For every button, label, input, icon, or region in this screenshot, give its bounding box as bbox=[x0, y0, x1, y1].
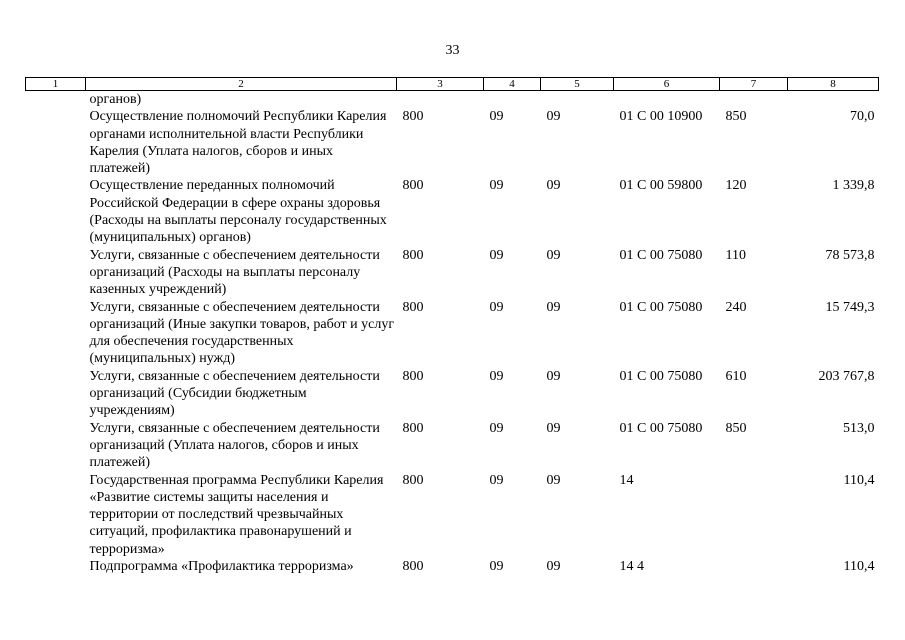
row-code-rz-cell: 09 bbox=[489, 247, 504, 263]
row-code-csr-cell: 01 С 00 75080 bbox=[619, 420, 703, 436]
row-code-csr-cell: 01 С 00 10900 bbox=[619, 109, 703, 125]
table-row bbox=[26, 108, 879, 177]
row-code-vr-cell: 120 bbox=[725, 178, 747, 194]
row-name-cell: Государственная программа Республики Карелия «Развитие системы защиты населения и территории от последствий чрезвычайных ситуаций, профилактика правонарушений и терроризма» bbox=[89, 472, 384, 557]
row-code-pr-cell: 09 bbox=[546, 299, 561, 315]
table-row bbox=[26, 558, 879, 575]
row-code-vr-cell: 610 bbox=[725, 368, 747, 384]
row-number-cell bbox=[26, 91, 86, 109]
row-number-cell bbox=[26, 108, 86, 177]
row-amount-cell: 15 749,3 bbox=[825, 299, 875, 315]
row-number-cell bbox=[26, 247, 86, 299]
table-row bbox=[26, 177, 879, 246]
row-code-rz-cell: 09 bbox=[489, 420, 504, 436]
row-code-pr-cell bbox=[541, 91, 614, 109]
table-row bbox=[26, 368, 879, 420]
row-number-cell bbox=[26, 472, 86, 558]
column-header-2: 2 bbox=[86, 78, 397, 91]
row-name-cell: Осуществление переданных полномочий Российской Федерации в сфере охраны здоровья (Расходы на выплаты персоналу государственных (муниципальных) органов) bbox=[89, 178, 387, 246]
row-code-gr-cell: 800 bbox=[402, 368, 424, 384]
row-code-gr-cell: 800 bbox=[402, 178, 424, 194]
row-code-csr-cell: 01 С 00 75080 bbox=[619, 247, 703, 263]
row-code-vr-cell: 850 bbox=[725, 109, 747, 125]
row-code-rz-cell: 09 bbox=[489, 178, 504, 194]
header-row bbox=[26, 78, 879, 91]
table-row bbox=[26, 299, 879, 368]
row-code-pr-cell: 09 bbox=[546, 109, 561, 125]
row-name-cell: Услуги, связанные с обеспечением деятельности организаций (Иные закупки товаров, работ и услуг для обеспечения государственных (муниципальных) нужд) bbox=[89, 299, 395, 367]
row-code-vr-cell: 110 bbox=[725, 247, 746, 263]
column-header-6: 6 bbox=[614, 78, 720, 91]
row-code-vr-cell bbox=[720, 91, 788, 109]
row-number-cell bbox=[26, 368, 86, 420]
row-code-rz-cell: 09 bbox=[489, 109, 504, 125]
row-code-csr-cell: 01 С 00 75080 bbox=[619, 368, 703, 384]
row-amount-cell: 110,4 bbox=[843, 559, 875, 575]
row-code-gr-cell: 800 bbox=[402, 472, 424, 488]
row-amount-cell: 78 573,8 bbox=[825, 247, 875, 263]
row-name-cell: Услуги, связанные с обеспечением деятельности организаций (Расходы на выплаты персоналу казенных учреждений) bbox=[89, 247, 380, 298]
row-code-gr-cell: 800 bbox=[402, 559, 424, 575]
page-number: 33 bbox=[445, 43, 460, 58]
row-code-gr-cell: 800 bbox=[402, 420, 424, 436]
row-code-gr-cell: 800 bbox=[402, 247, 424, 263]
row-name-cell: Подпрограмма «Профилактика терроризма» bbox=[89, 559, 354, 575]
row-code-vr-cell bbox=[720, 558, 788, 575]
row-name-cell: Осуществление полномочий Республики Карелия органами исполнительной власти Республики Карелия (Уплата налогов, сборов и иных платежей) bbox=[89, 109, 387, 177]
row-amount-cell: 1 339,8 bbox=[832, 178, 875, 194]
row-number-cell bbox=[26, 177, 86, 246]
row-code-csr-cell: 01 С 00 75080 bbox=[619, 299, 703, 315]
row-code-pr-cell: 09 bbox=[546, 559, 561, 575]
row-code-pr-cell: 09 bbox=[546, 368, 561, 384]
row-amount-cell: 70,0 bbox=[850, 109, 875, 125]
table-row bbox=[26, 420, 879, 472]
row-code-rz-cell bbox=[484, 91, 541, 109]
column-header-8: 8 bbox=[788, 78, 879, 91]
row-code-csr-cell: 14 4 bbox=[619, 559, 644, 575]
row-name-cell: органов) bbox=[89, 92, 142, 107]
budget-table bbox=[25, 77, 879, 575]
table-row bbox=[26, 91, 879, 109]
row-code-pr-cell: 09 bbox=[546, 247, 561, 263]
row-code-gr-cell: 800 bbox=[402, 109, 424, 125]
table-row bbox=[26, 247, 879, 299]
row-amount-cell: 203 767,8 bbox=[818, 368, 875, 384]
row-code-gr-cell bbox=[397, 91, 484, 109]
row-code-csr-cell: 01 С 00 59800 bbox=[619, 178, 703, 194]
row-code-csr-cell bbox=[614, 91, 720, 109]
column-header-1: 1 bbox=[26, 78, 86, 91]
table-header bbox=[26, 78, 879, 91]
row-number-cell bbox=[26, 299, 86, 368]
row-code-rz-cell: 09 bbox=[489, 559, 504, 575]
row-name-cell: Услуги, связанные с обеспечением деятельности организаций (Субсидии бюджетным учреждениям) bbox=[89, 368, 380, 419]
row-code-vr-cell: 850 bbox=[725, 420, 747, 436]
table-body bbox=[26, 91, 879, 576]
column-header-3: 3 bbox=[397, 78, 484, 91]
row-amount-cell: 110,4 bbox=[843, 472, 875, 488]
column-header-4: 4 bbox=[484, 78, 541, 91]
row-name-cell: Услуги, связанные с обеспечением деятельности организаций (Уплата налогов, сборов и иных платежей) bbox=[89, 420, 380, 471]
column-header-7: 7 bbox=[720, 78, 788, 91]
row-code-vr-cell: 240 bbox=[725, 299, 747, 315]
row-code-rz-cell: 09 bbox=[489, 368, 504, 384]
column-header-5: 5 bbox=[541, 78, 614, 91]
table-row bbox=[26, 472, 879, 558]
row-code-gr-cell: 800 bbox=[402, 299, 424, 315]
row-amount-cell: 513,0 bbox=[843, 420, 875, 436]
row-amount-cell bbox=[788, 91, 879, 109]
row-code-pr-cell: 09 bbox=[546, 472, 561, 488]
row-code-pr-cell: 09 bbox=[546, 178, 561, 194]
row-number-cell bbox=[26, 558, 86, 575]
row-code-pr-cell: 09 bbox=[546, 420, 561, 436]
row-code-vr-cell bbox=[720, 472, 788, 558]
row-code-rz-cell: 09 bbox=[489, 299, 504, 315]
row-number-cell bbox=[26, 420, 86, 472]
row-code-csr-cell: 14 bbox=[619, 472, 634, 488]
row-code-rz-cell: 09 bbox=[489, 472, 504, 488]
